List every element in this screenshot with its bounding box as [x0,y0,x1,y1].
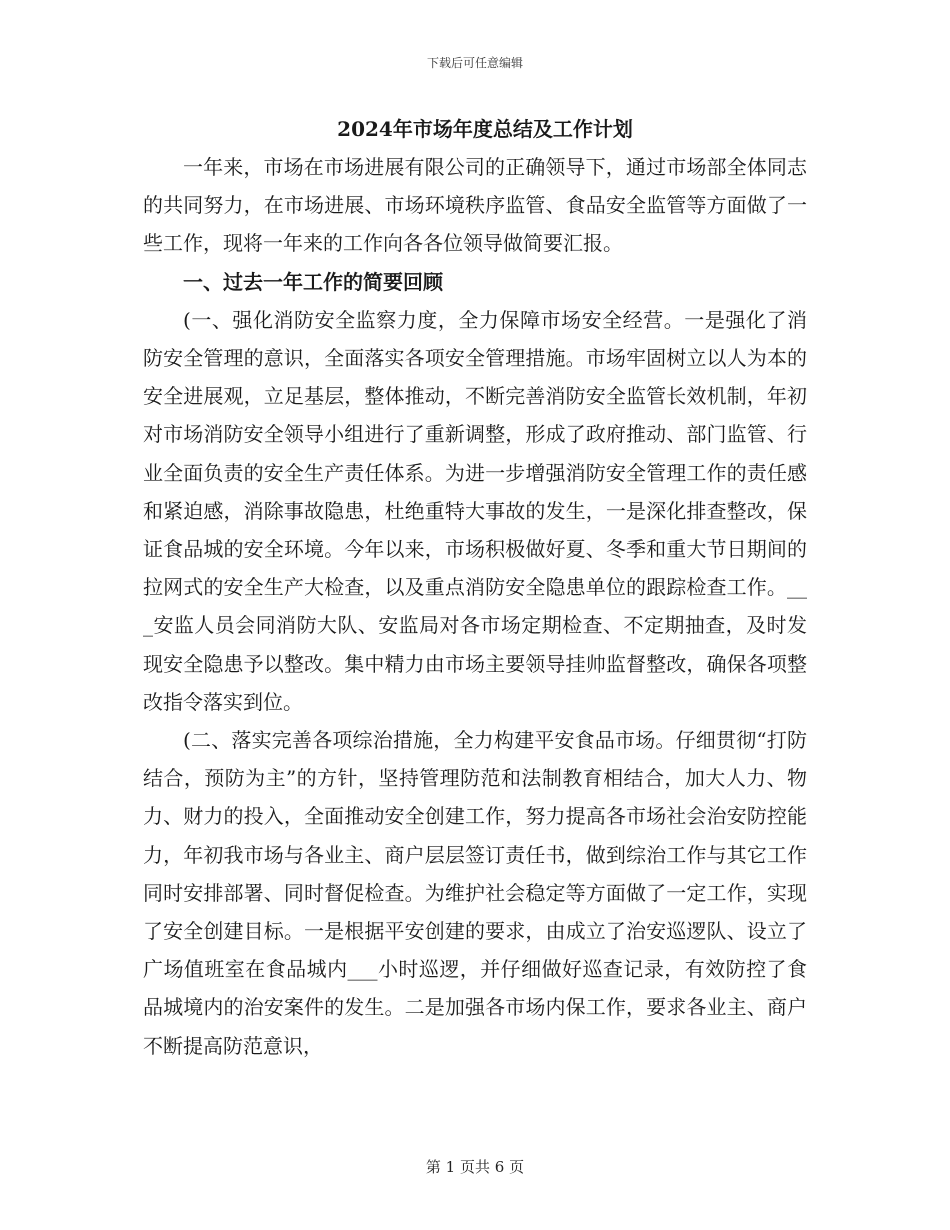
page-number: 第 1 页共 6 页 [425,1158,525,1176]
intro-paragraph: 一年来，市场在市场进展有限公司的正确领导下，通过市场部全体同志的共同努力，在市场进展、市场环境秩序监管、食品安全监管等方面做了一些工作，现将一年来的工作向各各位领导做简要汇报。 [143,155,807,256]
document-title: 2024年市场年度总结及工作计划 [337,117,633,141]
paragraph-fire-safety: (一、强化消防安全监察力度，全力保障市场安全经营。一是强化了消防安全管理的意识，全面落实各项安全管理措施。市场牢固树立以人为本的安全进展观，立足基层，整体推动，不断完善消防安全监管长效机制，年初对市场消防安全领导小组进行了重新调整，形成了政府推动、部门监管、行业全面负责的安全生产责任体系。为进一步增强消防安全管理工作的责任感和紧迫感，消除事故隐患，杜绝重特大事故的发生，一是深化排查整改，保证食品城的安全环境。今年以来，市场积极做好夏、冬季和重大节日期间的拉网式的安全生产大检查，以及重点消防安全隐患单位的跟踪检查工作。___安监人员会同消防大队、安监局对各市场定期检查、不定期抽查，及时发现安全隐患予以整改。集中精力由市场主要领导挂帅监督整改，确保各项整改指令落实到位。 [143,307,807,714]
header-note: 下载后可任意编辑 [426,56,523,70]
paragraph-public-security: (二、落实完善各项综治措施，全力构建平安食品市场。仔细贯彻“打防结合，预防为主”的方针，坚持管理防范和法制教育相结合，加大人力、物力、财力的投入，全面推动安全创建工作，努力提高各市场社会治安防控能力，年初我市场与各业主、商户层层签订责任书，做到综治工作与其它工作同时安排部署、同时督促检查。为维护社会稳定等方面做了一定工作，实现了安全创建目标。一是根据平安创建的要求，由成立了治安巡逻队、设立了广场值班室在食品城内___小时巡逻，并仔细做好巡查记录，有效防控了食品城境内的治安案件的发生。二是加强各市场内保工作，要求各业主、商户不断提高防范意识， [143,728,807,1058]
document-body [143,112,807,1065]
section-heading-1: 一、过去一年工作的简要回顾 [183,269,443,294]
